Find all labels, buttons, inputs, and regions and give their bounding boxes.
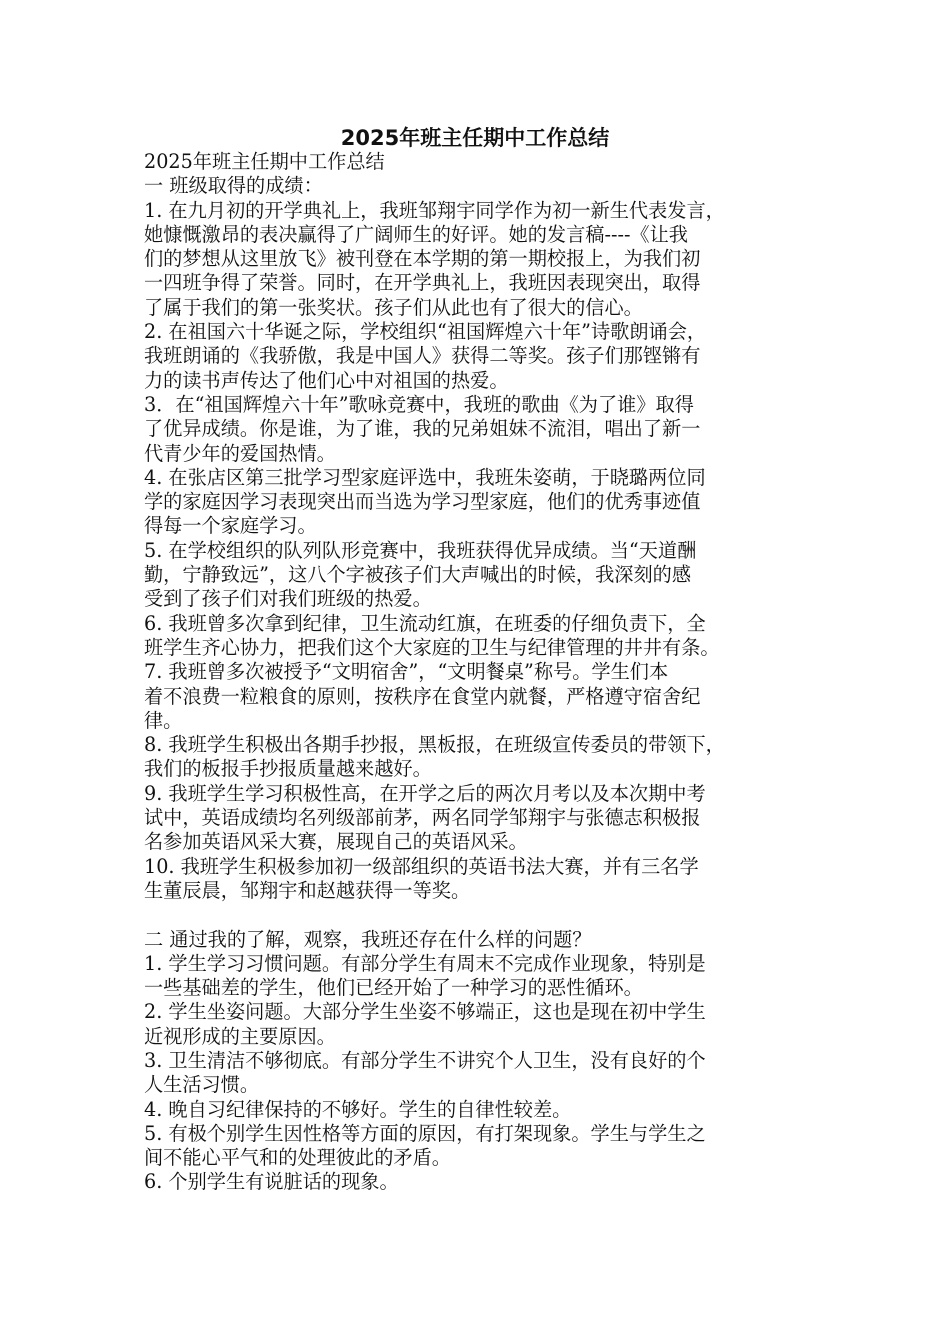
text-line: 4. 在张店区第三批学习型家庭评选中，我班朱姿萌，于晓璐两位同 [144, 465, 706, 489]
text-line: 3. 卫生清洁不够彻底。有部分学生不讲究个人卫生，没有良好的个 [144, 1048, 706, 1072]
text-line: 1. 在九月初的开学典礼上，我班邹翔宇同学作为初一新生代表发言， [144, 198, 725, 222]
text-line: 1. 学生学习习惯问题。有部分学生有周末不完成作业现象，特别是 [144, 951, 706, 975]
text-line: 了属于我们的第一张奖状。孩子们从此也有了很大的信心。 [144, 295, 643, 319]
text-line: 人生活习惯。 [144, 1073, 260, 1097]
text-line: 班学生齐心协力，把我们这个大家庭的卫生与纪律管理的井井有条。 [144, 635, 720, 659]
document-title: 2025年班主任期中工作总结 [340, 126, 610, 150]
text-line: 力的读书声传达了他们心中对祖国的热爱。 [144, 368, 509, 392]
text-line: 受到了孩子们对我们班级的热爱。 [144, 587, 432, 611]
section-2-content [144, 952, 816, 1195]
text-line: 近视形成的主要原因。 [144, 1024, 336, 1048]
text-line: 4. 晚自习纪律保持的不够好。学生的自律性较差。 [144, 1097, 572, 1121]
paragraph-spacer [144, 903, 816, 927]
text-line: 学的家庭因学习表现突出而当选为学习型家庭，他们的优秀事迹值 [144, 490, 701, 514]
text-line: 间不能心平气和的处理彼此的矛盾。 [144, 1146, 451, 1170]
text-line: 着不浪费一粒粮食的原则，按秩序在食堂内就餐，严格遵守宿舍纪 [144, 684, 701, 708]
text-line: 6. 个别学生有说脏话的现象。 [144, 1170, 399, 1194]
text-line: 一些基础差的学生，他们已经开始了一种学习的恶性循环。 [144, 976, 643, 1000]
text-line: 们的梦想从这里放飞》被刊登在本学期的第一期校报上，为我们初 [144, 247, 701, 271]
section-2-heading: 二 通过我的了解，观察，我班还存在什么样的问题？ [144, 927, 592, 951]
text-line: 我们的板报手抄报质量越来越好。 [144, 757, 432, 781]
text-line: 3．在“祖国辉煌六十年”歌咏竞赛中，我班的歌曲《为了谁》取得 [144, 392, 694, 416]
section-1-heading: 一 班级取得的成绩： [144, 174, 323, 198]
document-subtitle: 2025年班主任期中工作总结 [144, 150, 385, 173]
text-line: 9. 我班学生学习积极性高，在开学之后的两次月考以及本次期中考 [144, 781, 706, 805]
text-line: 6. 我班曾多次拿到纪律，卫生流动红旗，在班委的仔细负责下，全 [144, 611, 706, 635]
text-line: 名参加英语风采大赛，展现自己的英语风采。 [144, 830, 528, 854]
text-line: 了优异成绩。你是谁，为了谁，我的兄弟姐妹不流泪，唱出了新一 [144, 417, 701, 441]
text-line: 试中，英语成绩均名列级部前茅，两名同学邹翔宇与张德志积极报 [144, 806, 701, 830]
document-body [144, 150, 816, 1195]
section-1-content [144, 199, 816, 904]
text-line: 得每一个家庭学习。 [144, 514, 317, 538]
text-line: 我班朗诵的《我骄傲，我是中国人》获得二等奖。孩子们那铿锵有 [144, 344, 701, 368]
text-line: 5. 有极个别学生因性格等方面的原因，有打架现象。学生与学生之 [144, 1121, 706, 1145]
text-line: 一四班争得了荣誉。同时，在开学典礼上，我班因表现突出，取得 [144, 271, 701, 295]
text-line: 10. 我班学生积极参加初一级部组织的英语书法大赛，并有三名学 [144, 854, 699, 878]
text-line: 代青少年的爱国热情。 [144, 441, 336, 465]
text-line: 5. 在学校组织的队列队形竞赛中，我班获得优异成绩。当“天道酬 [144, 538, 697, 562]
text-line: 她慷慨激昂的表决赢得了广阔师生的好评。她的发言稿----《让我 [144, 222, 688, 246]
text-line: 生董辰晨，邹翔宇和赵越获得一等奖。 [144, 878, 471, 902]
text-line: 7. 我班曾多次被授予“文明宿舍”，“文明餐桌”称号。学生们本 [144, 660, 669, 684]
text-line: 律。 [144, 708, 183, 732]
text-line: 2. 学生坐姿问题。大部分学生坐姿不够端正，这也是现在初中学生 [144, 1000, 706, 1024]
text-line: 8. 我班学生积极出各期手抄报，黑板报，在班级宣传委员的带领下， [144, 733, 725, 757]
text-line: 勤，宁静致远”，这八个字被孩子们大声喊出的时候，我深刻的感 [144, 563, 692, 587]
text-line: 2. 在祖国六十华诞之际，学校组织“祖国辉煌六十年”诗歌朗诵会， [144, 320, 707, 344]
